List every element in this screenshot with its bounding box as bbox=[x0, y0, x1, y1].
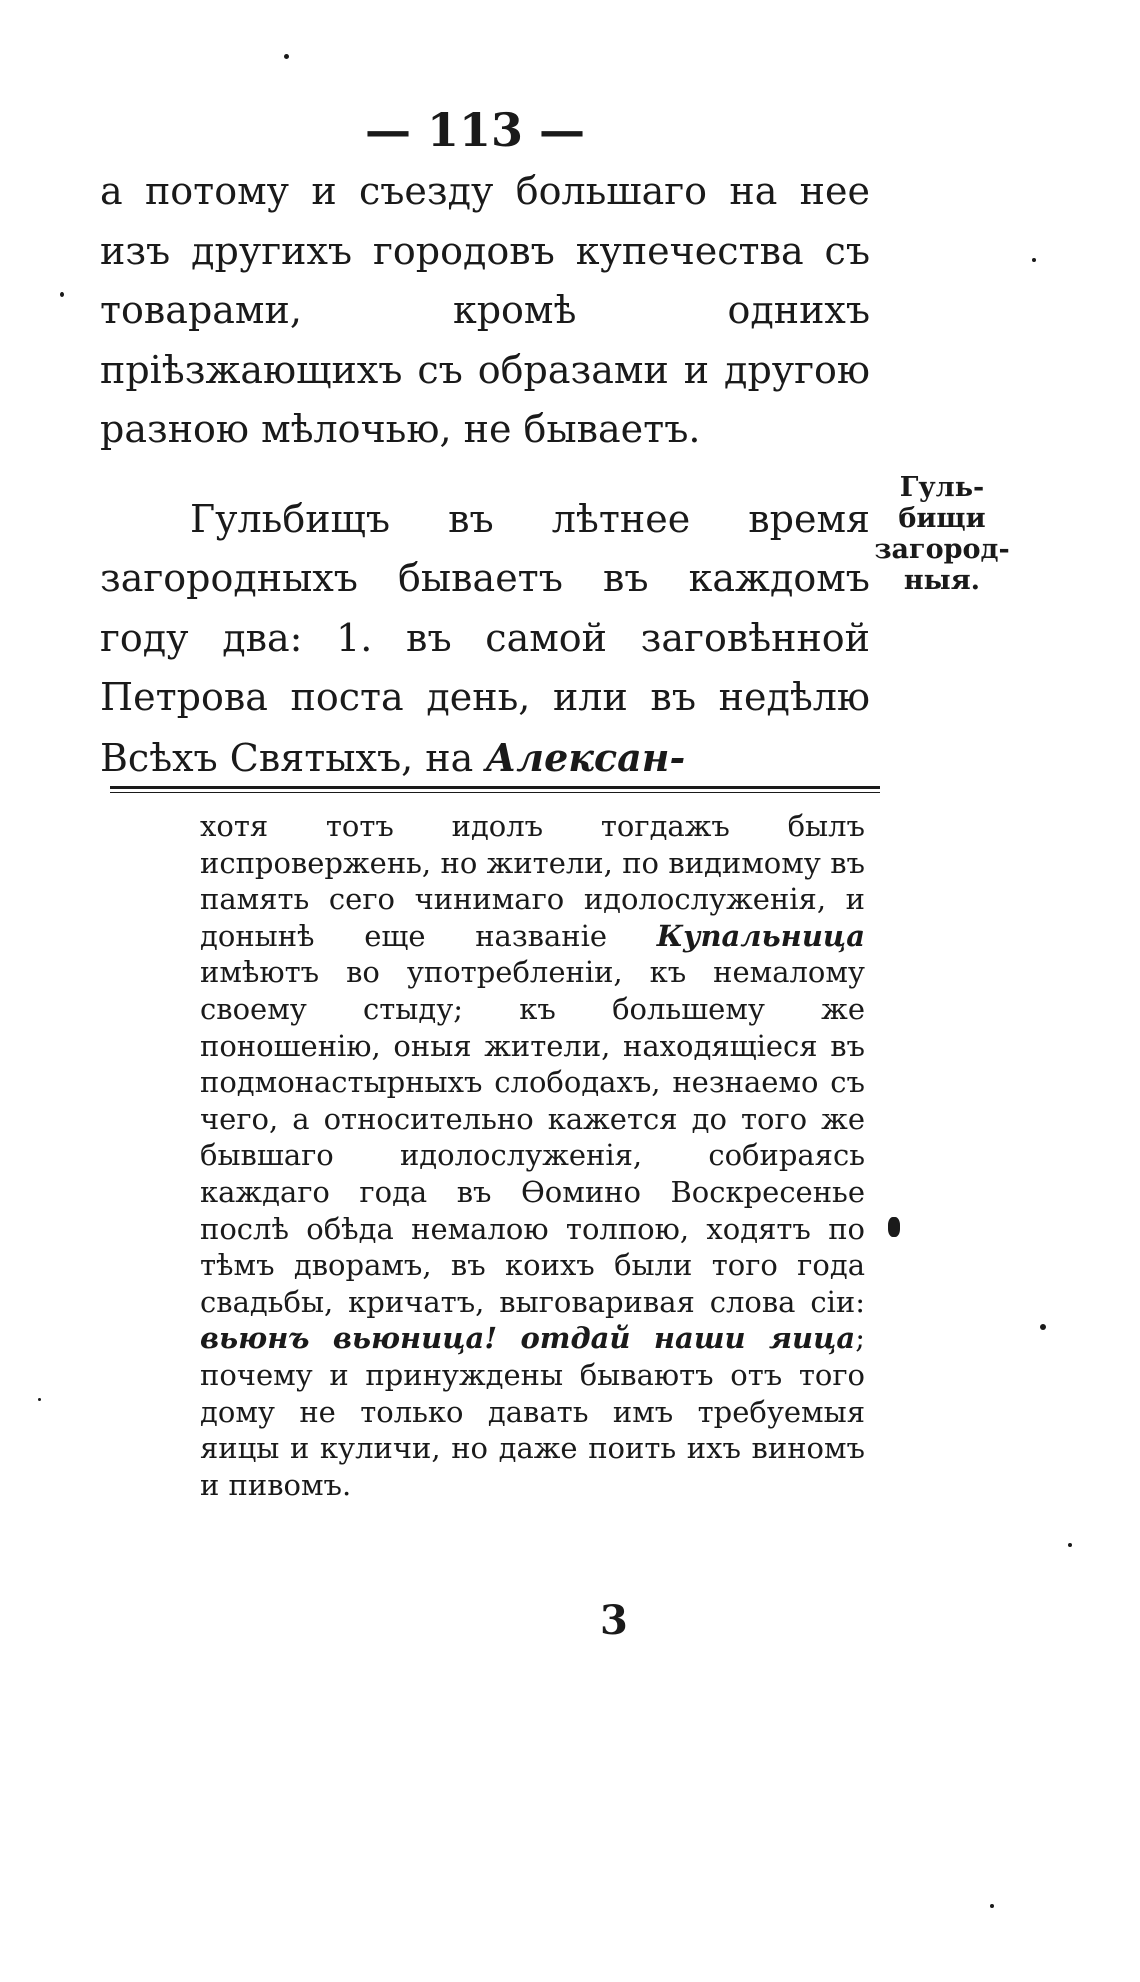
main-paragraph-2-italic: Алексан- bbox=[485, 734, 686, 780]
main-text-body bbox=[100, 162, 870, 788]
footnote-divider-thin bbox=[110, 792, 880, 793]
main-paragraph-2-text: Гульбищъ въ лѣтнее время загородныхъ бываетъ въ каждомъ году два: 1. въ самой заговѣнной Петрова поста день, или въ недѣлю Всѣхъ Святыхъ, на bbox=[100, 496, 870, 780]
ink-speck bbox=[60, 292, 64, 297]
footnote-text-end: ; почему и принуждены бываютъ отъ того дому не только давать имъ требуемыя яицы и куличи, но даже поить ихъ виномъ и пивомъ. bbox=[200, 1321, 865, 1502]
footnote-text-middle: имѣютъ во употребленіи, къ немалому своему стыду; къ большему же поношенію, оныя жители, находящіеся въ подмонастырныхъ слободахъ, незнаемо съ чего, а относительно кажется до того же бывшаго идолослуженія, собираясь каждаго года въ Ѳомино Воскресенье послѣ обѣда немалою толпою, ходятъ по тѣмъ дворамъ, въ коихъ были того года свадьбы, кричатъ, выговаривая слова сіи: bbox=[200, 955, 865, 1319]
margin-note-line-1: Гуль- bbox=[899, 472, 985, 503]
footnote-italic-term: Купальница bbox=[656, 918, 865, 953]
margin-note-line-3: загород- bbox=[874, 534, 1010, 565]
ink-speck bbox=[1032, 258, 1036, 262]
footnote-text-start: хотя тотъ идолъ тогдажъ былъ испровержень, но жители, по видимому въ память сего чинимаго идолослуженія, и донынѣ еще названіе bbox=[200, 809, 865, 953]
footnote bbox=[200, 808, 865, 1503]
footnote-divider bbox=[110, 786, 880, 789]
margin-note-line-4: ныя. bbox=[903, 565, 981, 596]
ink-speck bbox=[284, 54, 289, 59]
page-number-header: — 113 — bbox=[364, 103, 586, 157]
ink-speck bbox=[990, 1904, 994, 1908]
margin-note-line-2: бищи bbox=[898, 503, 986, 534]
footnote-paragraph bbox=[200, 808, 865, 1503]
footnote-italic-quote: вьюнъ вьюница! отдай наши яица bbox=[200, 1321, 856, 1356]
signature-mark: 3 bbox=[600, 1597, 628, 1644]
margin-note bbox=[872, 472, 1012, 596]
ink-speck bbox=[1040, 1324, 1046, 1330]
ink-speck bbox=[38, 1398, 41, 1401]
main-paragraph-1: а потому и съезду большаго на нее изъ другихъ городовъ купечества съ товарами, кромѣ однихъ пріѣзжающихъ съ образами и другою разною мѣлочью, не бываетъ. bbox=[100, 169, 870, 451]
ink-speck bbox=[1068, 1543, 1072, 1547]
main-paragraph-2 bbox=[100, 490, 870, 789]
ink-speck bbox=[888, 1217, 900, 1237]
